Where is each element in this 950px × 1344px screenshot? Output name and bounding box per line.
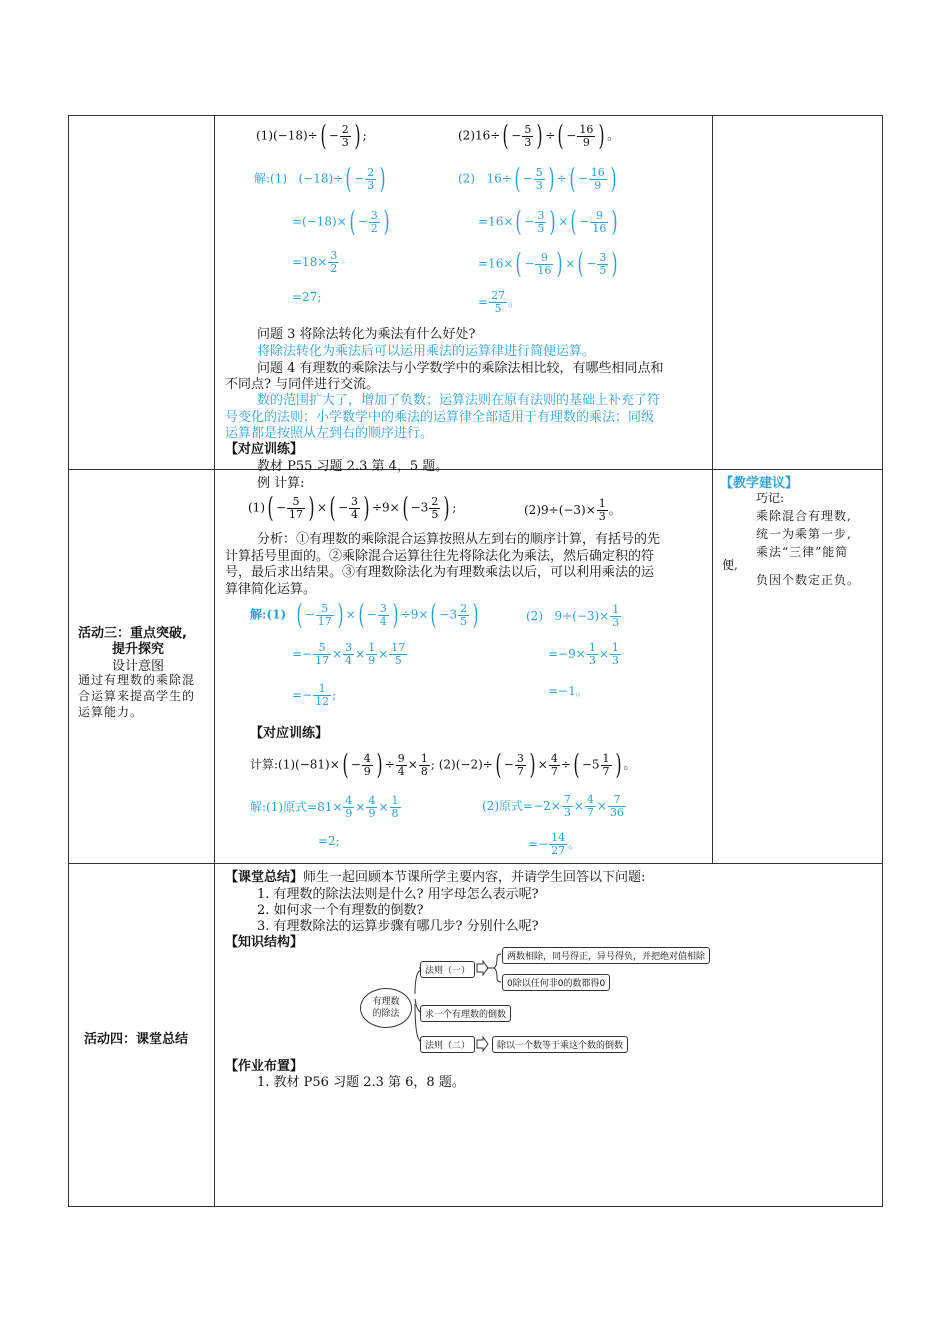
act3-suggest-title: 【教学建议】	[720, 476, 799, 491]
act3-training-question: 计算:(1)(−81)×( − $\frac{4}{9}$ ) ÷ $\frac{9}{4}$ × $\frac{1}{8}$ ; (2)(−2)÷( − $\frac{3}{7}$ ) × $\frac{4}{7}$ ÷( −5 $\frac{1}{7}$ ) 。	[250, 748, 636, 781]
fraction	[389, 642, 407, 667]
fraction	[549, 753, 560, 778]
minus: −	[586, 256, 597, 271]
act2-answer4-c: 运算都是按照从左到右的顺序进行。	[225, 426, 434, 441]
ex-text: (2)9÷(−3)×	[524, 503, 596, 517]
numerator: 4	[363, 751, 371, 765]
denominator: 5	[460, 614, 468, 628]
numerator: 4	[345, 794, 353, 807]
act2-question-1: (1)(−18)÷( − $\frac{2}{3}$ ) ;	[256, 119, 367, 152]
denominator: 5	[599, 263, 607, 277]
numerator: 1	[391, 794, 399, 807]
summary-text: 师生一起回顾本节课所学主要内容，并请学生回答以下问题:	[303, 870, 646, 885]
denominator: 36	[609, 806, 624, 819]
fraction	[349, 496, 360, 521]
fraction	[522, 124, 533, 149]
act3-example-2	[524, 498, 621, 523]
divide: ÷	[556, 171, 567, 186]
act3-train-sol1	[250, 795, 402, 820]
act2-sol1-line3	[292, 250, 340, 275]
q1-text: (1)(−18)÷	[256, 128, 318, 143]
denominator: 5	[431, 507, 439, 521]
denominator: 4	[397, 764, 405, 778]
fraction	[313, 683, 331, 708]
denominator: 4	[351, 507, 358, 521]
act2-problem4-b: 不同点? 与同伴进行交流。	[225, 377, 380, 392]
act3-analysis-c: 号，最后求出结果。③有理数除法化为有理数乘法以后，可以利用乘法的运	[225, 565, 655, 580]
period: 。	[623, 757, 636, 772]
sol-text: =−	[528, 837, 549, 851]
sol-text: =−9×	[548, 647, 586, 661]
divide: ÷	[545, 128, 556, 143]
table-border-right	[882, 115, 883, 1207]
sol-text: =	[478, 295, 489, 309]
rule1-a-box: 两数相除，同号得正，异号得负，并把绝对值相除	[502, 947, 710, 964]
fraction	[589, 167, 607, 192]
times: ×	[332, 647, 343, 661]
numerator: 1	[368, 641, 376, 654]
period: 。	[508, 295, 521, 309]
numerator: 3	[516, 751, 524, 765]
act4-structure-title: 【知识结构】	[225, 935, 304, 950]
sol-text: (2)原式=−2×	[482, 799, 561, 813]
sol-text: =−	[292, 688, 313, 702]
semicolon: ;	[362, 128, 367, 143]
fraction	[366, 642, 377, 667]
sol-text: =16×	[478, 214, 514, 229]
numerator: 1	[598, 497, 606, 510]
numerator: 27	[491, 289, 506, 302]
train-text: 计算:(1)(−81)×	[250, 757, 340, 772]
rule2-a-box: 除以一个数等于乘这个数的倒数	[492, 1036, 628, 1053]
minus: −	[328, 128, 339, 143]
fraction	[597, 498, 608, 523]
act3-example-1: (1)( − $\frac{5}{17}$ ) ×( − $\frac{3}{4}$ ) ÷9×( −3 $\frac{2}{5}$ ) ;	[248, 491, 457, 524]
fraction	[429, 496, 440, 521]
act2-problem4-a: 问题 4 有理数的乘除法与小学数学中的乘除法相比较，有哪些相同点和	[257, 361, 664, 376]
act3-design-text-c: 运算能力。	[78, 705, 144, 719]
minus: −	[357, 214, 368, 229]
fraction	[608, 794, 626, 819]
act3-training-title: 【对应训练】	[250, 726, 329, 741]
rule1-b-box: 0除以任何非0的数都得0	[502, 974, 610, 991]
times: ×	[407, 757, 418, 772]
act4-homework-title: 【作业布置】	[225, 1059, 304, 1074]
numerator: 1	[588, 641, 596, 654]
act3-analysis-d: 算律简化运算。	[225, 582, 317, 597]
sol-text: 解:(1)原式=81×	[250, 800, 343, 814]
minus: −	[577, 171, 588, 186]
act3-label-b: 提升探究	[112, 642, 165, 657]
times: ×	[316, 500, 327, 515]
act3-example: 例 计算:	[257, 476, 305, 491]
denominator: 16	[537, 263, 552, 277]
act3-suggest-a: 巧记:	[756, 491, 785, 505]
denominator: 3	[341, 135, 349, 149]
times: ×	[355, 647, 366, 661]
times: ×	[378, 647, 389, 661]
table-col-divider-1	[214, 115, 215, 1207]
numerator: 2	[431, 494, 439, 508]
numerator: 3	[330, 249, 338, 262]
table-row-divider-2	[68, 863, 883, 864]
table-col-divider-2	[712, 115, 713, 864]
numerator: 1	[420, 751, 428, 765]
minus: −	[337, 500, 348, 515]
denominator: 3	[612, 616, 620, 629]
times: ×	[596, 799, 607, 813]
sol-text: =(−18)×	[292, 214, 347, 229]
minus: −	[304, 607, 315, 622]
table-border-bottom	[68, 1206, 883, 1207]
act3-design-title: 设计意图	[112, 659, 165, 674]
minus: −	[524, 214, 535, 229]
sol-text: =16×	[478, 256, 514, 271]
denominator: 3	[535, 178, 543, 192]
fraction	[562, 794, 573, 819]
table-border-top	[68, 115, 883, 116]
divide: ÷	[384, 757, 395, 772]
fraction	[601, 753, 612, 778]
fraction	[590, 210, 608, 235]
act3-label-a: 活动三：重点突破,	[78, 626, 187, 641]
times: ×	[598, 647, 609, 661]
denominator: 4	[345, 654, 353, 667]
fraction	[585, 794, 596, 819]
fraction	[365, 167, 376, 192]
act2-sol2-line1: (2) 16÷( − $\frac{5}{3}$ ) ÷( − $\frac{16}{9}$ )	[458, 162, 617, 195]
minus: −	[503, 757, 514, 772]
act3-sol1-line1: 解:(1) ( − $\frac{5}{17}$ ) ×( − $\frac{3}{4}$ ) ÷9×( −3 $\frac{2}{5}$ )	[250, 598, 479, 631]
act3-train-sol2-b	[528, 832, 580, 857]
semicolon: ;	[332, 688, 337, 702]
act3-design-text-b: 合运算来提高学生的	[78, 689, 196, 703]
semicolon: ;	[452, 500, 457, 515]
act3-train-sol1-b: =2;	[318, 834, 340, 848]
act2-problem3: 问题 3 将除法转化为乘法有什么好处?	[257, 327, 476, 342]
numerator: 17	[391, 641, 406, 654]
act3-design-text-a: 通过有理数的乘除混	[78, 673, 196, 687]
act4-question-3: 3. 有理数除法的运算步骤有哪几步? 分别什么呢?	[257, 919, 539, 934]
fraction	[534, 167, 545, 192]
fraction	[369, 210, 380, 235]
arrow-rule2	[477, 1037, 488, 1051]
fraction	[419, 753, 430, 778]
denominator: 12	[315, 695, 330, 708]
sol-text: ÷9×	[400, 607, 429, 622]
minus: −	[275, 500, 286, 515]
minus: −	[524, 256, 535, 271]
denominator: 9	[363, 764, 371, 778]
denominator: 4	[379, 614, 387, 628]
numerator: 1	[612, 603, 620, 616]
numerator: 5	[535, 165, 543, 179]
numerator: 16	[590, 165, 605, 179]
denominator: 7	[550, 764, 558, 778]
fraction	[610, 604, 621, 629]
act2-sol2-line4	[478, 290, 520, 315]
times: ×	[537, 757, 548, 772]
act3-analysis-b: 计算括号里面的。②乘除混合运算往往先将除法化为乘法，然后确定积的符	[225, 549, 655, 564]
rule2-box: 法则（二）	[420, 1036, 475, 1053]
denominator: 3	[524, 135, 532, 149]
numerator: 3	[379, 601, 387, 615]
denominator: 9	[368, 807, 376, 820]
fraction	[313, 642, 331, 667]
numerator: 9	[535, 252, 553, 265]
act4-label: 活动四：课堂总结	[84, 1032, 189, 1047]
numerator: 2	[460, 601, 468, 615]
period: 。	[568, 837, 581, 851]
denominator: 3	[367, 178, 375, 192]
act2-sol1-line1: 解:(1) (−18)÷( − $\frac{2}{3}$ )	[254, 162, 386, 195]
times: ×	[378, 800, 389, 814]
numerator: 4	[586, 793, 594, 806]
ex-label: (1)	[248, 500, 265, 515]
act3-train-sol2	[482, 794, 627, 819]
numerator: 5	[287, 496, 305, 509]
numerator: 16	[579, 122, 594, 136]
denominator: 7	[586, 806, 594, 819]
sol-label: (2)	[458, 171, 475, 186]
fraction	[287, 496, 305, 521]
fraction	[396, 753, 407, 778]
sol-label: 解:(1)	[250, 607, 287, 622]
sol-text: (−18)÷	[298, 171, 344, 186]
fraction	[343, 795, 354, 820]
minus: −	[522, 171, 533, 186]
numerator: 1	[602, 751, 610, 765]
act4-question-1: 1. 有理数的除法法则是什么? 用字母怎么表示呢?	[257, 887, 539, 902]
numerator: 2	[367, 165, 375, 179]
minus: −	[354, 171, 365, 186]
fraction	[535, 210, 546, 235]
q2-text: (2)16÷	[458, 128, 501, 143]
denominator: 2	[330, 262, 338, 275]
numerator: 3	[370, 208, 378, 222]
mixed-whole: −3	[410, 500, 429, 515]
summary-title: 【课堂总结】	[225, 870, 304, 885]
sol-text: =−	[292, 647, 313, 661]
numerator: 3	[345, 641, 353, 654]
fraction	[587, 642, 598, 667]
denominator: 7	[516, 764, 524, 778]
denominator: 3	[611, 654, 619, 667]
numerator: 5	[524, 122, 532, 136]
numerator: 1	[313, 683, 331, 696]
table-row-divider-1	[68, 469, 883, 470]
denominator: 9	[368, 654, 376, 667]
fraction	[378, 603, 389, 628]
denominator: 5	[537, 221, 545, 235]
minus: −	[566, 128, 577, 143]
fraction	[597, 252, 608, 277]
act3-sol2-line1	[526, 604, 622, 629]
reciprocal-box: 求一个有理数的倒数	[420, 1005, 511, 1022]
denominator: 8	[391, 807, 399, 820]
fraction	[328, 250, 339, 275]
act2-sol2-line2: =16×( − $\frac{3}{5}$ ) ×( − $\frac{9}{16}$ )	[478, 205, 618, 238]
fraction	[340, 124, 351, 149]
fraction	[489, 290, 507, 315]
denominator: 9	[594, 178, 602, 192]
fraction	[366, 795, 377, 820]
numerator: 5	[316, 603, 334, 616]
denominator: 3	[563, 806, 571, 819]
numerator: 7	[608, 794, 626, 807]
denominator: 7	[602, 764, 610, 778]
act3-suggest-e: 便,	[722, 558, 738, 572]
minus: −	[579, 214, 590, 229]
fraction	[535, 252, 553, 277]
denominator: 16	[592, 221, 607, 235]
fraction	[390, 795, 401, 820]
period: 。	[608, 503, 621, 517]
denominator: 27	[551, 844, 566, 857]
act4-homework-text: 1. 教材 P56 习题 2.3 第 6，8 题。	[257, 1075, 465, 1090]
times: ×	[355, 800, 366, 814]
act3-suggest-c: 统一为乘第一步,	[756, 527, 852, 541]
sol-label: (2)	[526, 609, 543, 623]
arrow-rule1	[477, 961, 488, 975]
fraction	[549, 832, 567, 857]
denominator: 3	[588, 654, 596, 667]
denominator: 5	[394, 654, 402, 667]
numerator: 1	[611, 641, 619, 654]
denominator: 3	[598, 510, 606, 523]
center-node	[360, 988, 412, 1028]
sol-text: =27;	[292, 290, 322, 304]
numerator: 9	[397, 751, 405, 765]
act4-question-2: 2. 如何求一个有理数的倒数?	[257, 903, 424, 918]
act3-sol1-line2	[292, 642, 408, 667]
act2-sol2-line3: =16×( − $\frac{9}{16}$ ) ×( − $\frac{3}{5}$ )	[478, 247, 618, 280]
denominator: 9	[345, 807, 353, 820]
times: ×	[573, 799, 584, 813]
denominator: 17	[289, 507, 303, 521]
center-node-text-a: 有理数	[372, 997, 400, 1007]
mixed-whole: −5	[581, 757, 600, 772]
fraction	[362, 753, 373, 778]
numerator: 9	[590, 210, 608, 223]
numerator: 7	[563, 793, 571, 806]
act2-answer4-b: 号变化的法则；小学数学中的乘法的运算律全部适用于有理数的乘法；同级	[225, 410, 655, 425]
act3-sol1-line3	[292, 683, 336, 708]
numerator: 4	[368, 794, 376, 807]
act3-suggest-b: 乘除混合有理数,	[756, 509, 852, 523]
numerator: 14	[551, 831, 566, 844]
minus: −	[366, 607, 377, 622]
period: 。	[607, 128, 620, 143]
sol-text: 9÷(−3)×	[554, 609, 610, 623]
numerator: 3	[537, 208, 545, 222]
numerator: 5	[313, 642, 331, 655]
fraction	[515, 753, 526, 778]
connector-rule1-brace	[487, 954, 501, 982]
act2-answer4-a: 数的范围扩大了，增加了负数；运算法则在原有法则的基础上补充了符	[257, 393, 661, 408]
sol-text: =18×	[292, 255, 328, 269]
numerator: 2	[341, 122, 349, 136]
act2-question-2: (2)16÷( − $\frac{5}{3}$ ) ÷( − $\frac{16}{9}$ ) 。	[458, 119, 620, 152]
act2-sol1-line4	[292, 290, 321, 304]
act3-analysis-a: 分析：①有理数的乘除混合运算按照从左到右的顺序计算，有括号的先	[257, 532, 661, 547]
numerator: 3	[351, 494, 358, 508]
mixed-whole: −3	[439, 607, 458, 622]
table-border-left	[68, 115, 69, 1207]
act3-sol2-line2	[548, 642, 622, 667]
act3-suggest-d: 乘法“三律”能简	[756, 545, 849, 559]
numerator: 4	[550, 751, 558, 765]
denominator: 9	[582, 135, 590, 149]
center-node-text-b: 的除法	[372, 1009, 400, 1019]
denominator: 17	[315, 654, 330, 667]
times: ×	[558, 214, 569, 229]
divide: ÷	[560, 757, 571, 772]
numerator: 3	[599, 250, 607, 264]
sol-label: 解:(1)	[254, 171, 288, 186]
times: ×	[345, 607, 356, 622]
denominator: 5	[494, 302, 502, 315]
denominator: 2	[370, 221, 378, 235]
fraction	[577, 124, 595, 149]
denominator: 8	[420, 764, 428, 778]
act2-sol1-line2: =(−18)×( − $\frac{3}{2}$ )	[292, 205, 390, 238]
sol-text: 16÷	[486, 171, 512, 186]
minus: −	[350, 757, 361, 772]
ex-text: ÷9×	[371, 500, 400, 515]
act2-training-text: 教材 P55 习题 2.3 第 4，5 题。	[257, 459, 449, 474]
act2-answer3: 将除法转化为乘法后可以运用乘法的运算律进行简便运算。	[257, 344, 596, 359]
fraction	[610, 642, 621, 667]
act3-suggest-f: 负因个数定正负。	[756, 573, 861, 587]
act3-sol2-line3: =−1。	[548, 684, 588, 698]
fraction	[458, 603, 469, 628]
times: ×	[565, 256, 576, 271]
minus: −	[511, 128, 522, 143]
train-text: ; (2)(−2)÷	[430, 757, 493, 772]
act2-training-title: 【对应训练】	[225, 442, 304, 457]
rule1-box: 法则（一）	[420, 961, 475, 978]
fraction	[343, 642, 354, 667]
fraction	[316, 603, 334, 628]
denominator: 17	[317, 614, 332, 628]
